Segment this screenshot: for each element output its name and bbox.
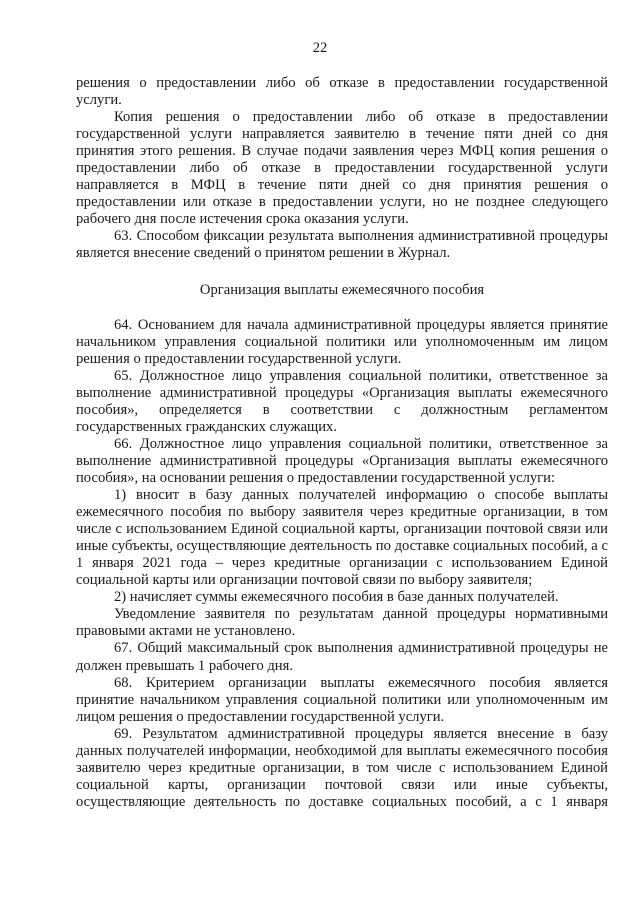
paragraph-65: 65. Должностное лицо управления социальной политики, ответственное за выполнение административной процедуры «Организация выплаты ежемесячного пособия», определяется в соответствии с должностным регламентом государственных гражданских служащих. [76,367,608,435]
paragraph-notification: Уведомление заявителя по результатам данной процедуры нормативными правовыми актами не установлено. [76,606,608,640]
paragraph-66: 66. Должностное лицо управления социальной политики, ответственное за выполнение административной процедуры «Организация выплаты ежемесячного пособия», на основании решения о предоставлении государственной услуги: [76,435,608,486]
list-item-1: 1) вносит в базу данных получателей информацию о способе выплаты ежемесячного пособия по выбору заявителя через кредитные организации, в том числе с использованием Единой социальной карты, организации почтовой связи или иные субъекты, осуществляющие деятельность по доставке социальных пособий, а с 1 января 2021 года – через кредитные организации с использованием Единой социальной карты или организации почтовой связи по выбору заявителя; [76,487,608,589]
paragraph-copy-of-decision: Копия решения о предоставлении либо об отказе в предоставлении государственной услуги направляется заявителю в течение пяти дней со дня принятия этого решения. В случае подачи заявления через МФЦ копия решения о предоставлении либо об отказе в предоставлении государственной услуги направляется в МФЦ в течение пяти дней со дня принятия решения о предоставлении или отказе в предоставлении услуги, но не позднее следующего рабочего дня после истечения срока оказания услуги. [76,109,608,228]
page-number: 22 [312,40,328,56]
paragraph-continuation: решения о предоставлении либо об отказе в предоставлении государственной услуги. [76,75,608,109]
paragraph-63: 63. Способом фиксации результата выполнения административной процедуры является внесение сведений о принятом решении в Журнал. [76,228,608,262]
paragraph-64: 64. Основанием для начала административной процедуры является принятие начальником управления социальной политики или уполномоченным им лицом решения о предоставлении государственной услуги. [76,316,608,367]
paragraph-67: 67. Общий максимальный срок выполнения административной процедуры не должен превышать 1 рабочего дня. [76,640,608,674]
paragraph-69: 69. Результатом административной процедуры является внесение в базу данных получателей информации, необходимой для выплаты ежемесячного пособия заявителю через кредитные организации, в том числе с использованием Единой социальной карты, организации почтовой связи или иные субъекты, осуществляющие деятельность по доставке социальных пособий, а с 1 января [76,725,608,810]
section-heading: Организация выплаты ежемесячного пособия [199,281,485,298]
list-item-2: 2) начисляет суммы ежемесячного пособия в базе данных получателей. [114,589,559,606]
document-body [76,75,608,811]
paragraph-68: 68. Критерием организации выплаты ежемесячного пособия является принятие начальником управления социальной политики или уполномоченным им лицом решения о предоставлении государственной услуги. [76,674,608,725]
